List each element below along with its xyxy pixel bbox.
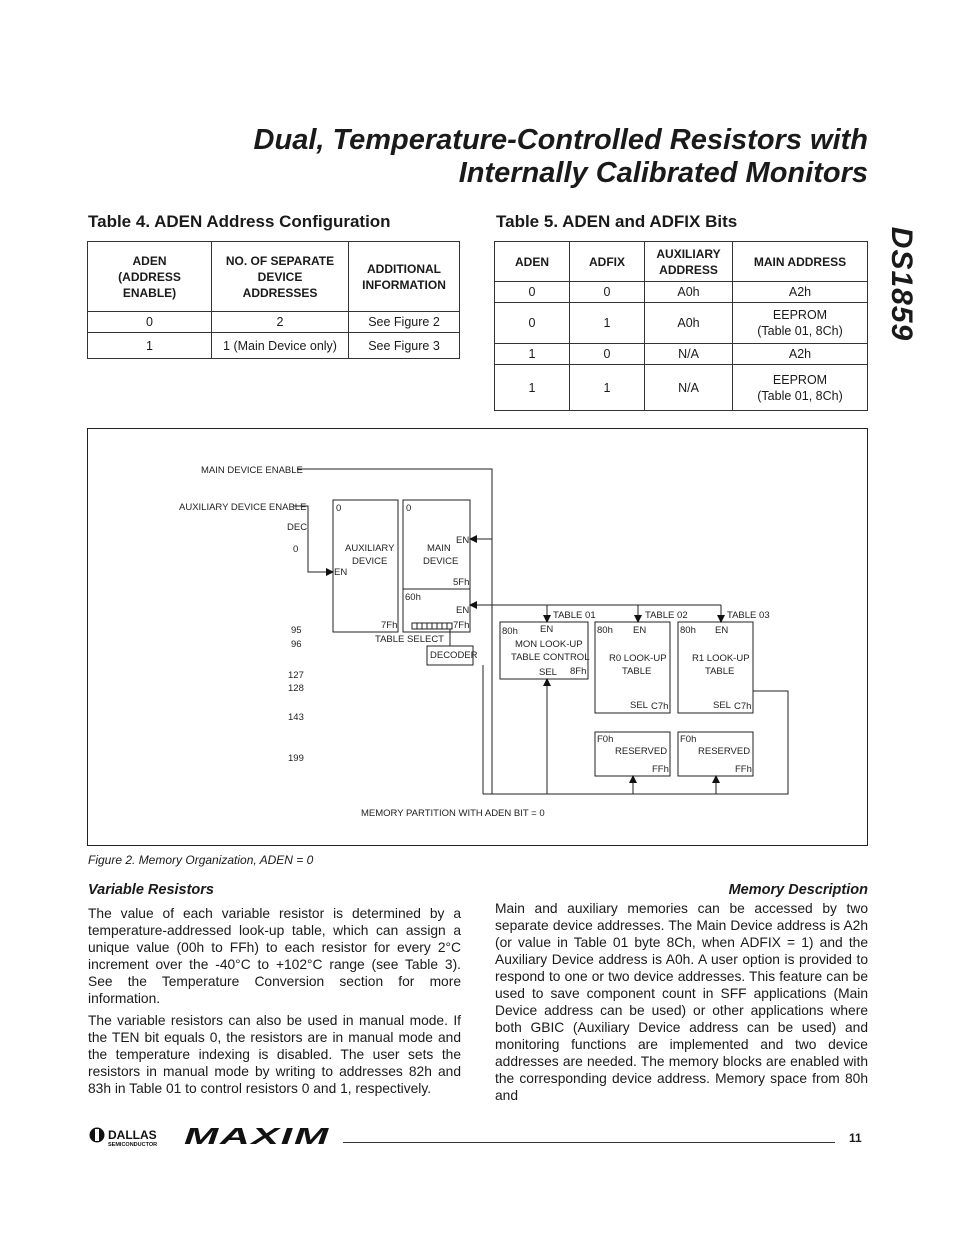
table5-header: MAIN ADDRESS: [733, 242, 868, 282]
aux-block-label: DEVICE: [352, 556, 388, 567]
dec-value: 95: [291, 625, 302, 636]
main-device-enable-label: MAIN DEVICE ENABLE: [201, 465, 303, 476]
dallas-logo-subtext: SEMICONDUCTOR: [108, 1142, 158, 1148]
aux-block-en: EN: [334, 567, 348, 578]
table4-cell: 2: [212, 312, 349, 333]
table5-cell: 1: [495, 365, 570, 411]
table5-caption: Table 5. ADEN and ADFIX Bits: [496, 212, 738, 231]
main-block-label: DEVICE: [423, 556, 459, 567]
table4-cell: 1: [88, 333, 212, 359]
table-select-label: TABLE SELECT: [375, 634, 444, 645]
dec-value: 199: [288, 753, 304, 764]
mon-block-sel: SEL: [539, 667, 557, 678]
table4-header: ADEN (ADDRESS ENABLE): [88, 242, 212, 312]
dec-label: DEC: [287, 522, 308, 533]
r0-block-label: R0 LOOK-UP: [609, 653, 667, 664]
page-title: [254, 124, 868, 190]
aux-device-enable-label: AUXILIARY DEVICE ENABLE: [179, 502, 307, 513]
r1-block-en: EN: [715, 625, 729, 636]
main-block-end2: 7Fh: [453, 620, 470, 631]
mon-block-label: TABLE CONTROL: [511, 652, 590, 663]
table5-cell: 0: [495, 303, 570, 344]
r0-block-label: TABLE: [622, 666, 652, 677]
figure-caption: Figure 2. Memory Organization, ADEN = 0: [88, 853, 314, 867]
r1-block-start: 80h: [680, 625, 696, 636]
table5-cell: N/A: [645, 344, 733, 365]
decoder-label: DECODER: [430, 650, 478, 661]
table5-cell: 1: [495, 344, 570, 365]
r1-block-label: R1 LOOK-UP: [692, 653, 750, 664]
table5-cell: EEPROM (Table 01, 8Ch): [733, 365, 868, 411]
r0-block-en: EN: [633, 625, 647, 636]
memory-diagram: [88, 429, 867, 845]
main-block-start: 0: [406, 503, 412, 514]
main-block-end: 5Fh: [453, 577, 470, 588]
reserved1-start: F0h: [597, 734, 614, 745]
table5-cell: A0h: [645, 303, 733, 344]
memory-partition-label: MEMORY PARTITION WITH ADEN BIT = 0: [361, 808, 545, 819]
main-block-label: MAIN: [427, 543, 451, 554]
reserved2-label: RESERVED: [698, 746, 751, 757]
variable-resistors-paragraph-2: The variable resistors can also be used in manual mode. If the TEN bit equals 0, the resistors are in manual mode and the temperature indexing is disabled. The user sets the resistors in manual mode by writing to addresses 82h and 83h in Table 01 to control resistors 0 and 1, respectively.: [88, 1013, 461, 1096]
variable-resistors-paragraph-1: The value of each variable resistor is determined by a temperature-addressed look-up table, which can assign a unique value (00h to FFh) to each resistor for every 2°C increment over the -40°C to +102°C range (see Table 3). See the Temperature Conversion section for more information.: [88, 906, 461, 1006]
main-block-mid: 60h: [405, 592, 421, 603]
dallas-logo-text: DALLAS: [108, 1128, 157, 1142]
r1-block-sel: SEL: [713, 700, 731, 711]
memory-description-paragraph: Main and auxiliary memories can be accessed by two separate device addresses. The Main Device address is A2h (or value in Table 01 byte 8Ch, when ADFIX = 1) and the Auxiliary Device address is A0h. A user option is provided to respond to one or two device addresses. This feature can be used to save component count in SFF applications (Main Device address can be used) or other applications where both GBIC (Auxiliary Device address can be used) and monitoring functions are implemented and two device addresses are needed. The memory blocks are enabled with the corresponding device address. Memory space from 80h and: [495, 901, 868, 1103]
table4-header: ADDITIONAL INFORMATION: [349, 242, 460, 312]
maxim-logo: [184, 1125, 332, 1147]
r1-block-end: C7h: [734, 701, 752, 712]
variable-resistors-heading: Variable Resistors: [88, 882, 214, 898]
reserved2-start: F0h: [680, 734, 697, 745]
memory-description-heading: Memory Description: [728, 882, 868, 898]
dallas-semiconductor-logo: [89, 1125, 177, 1149]
part-number-side-label: [876, 214, 926, 354]
table5-cell: N/A: [645, 365, 733, 411]
table5-cell: A2h: [733, 282, 868, 303]
table5-cell: 1: [570, 303, 645, 344]
mon-block-start: 80h: [502, 626, 518, 637]
mon-block-end: 8Fh: [570, 666, 587, 677]
part-number: DS1859: [885, 226, 918, 342]
main-block-en2: EN: [456, 605, 470, 616]
table5-header: ADEN: [495, 242, 570, 282]
dec-value: 96: [291, 639, 302, 650]
r0-block-start: 80h: [597, 625, 613, 636]
reserved1-label: RESERVED: [615, 746, 668, 757]
table4-cell: See Figure 3: [349, 333, 460, 359]
table02-label: TABLE 02: [645, 610, 688, 621]
table5-header: AUXILIARY ADDRESS: [645, 242, 733, 282]
aux-block-start: 0: [336, 503, 342, 514]
table4: [87, 241, 460, 359]
reserved1-end: FFh: [652, 764, 669, 775]
page-number: 11: [849, 1131, 862, 1145]
memory-organization-figure: [87, 428, 868, 846]
table4-header: NO. OF SEPARATE DEVICE ADDRESSES: [212, 242, 349, 312]
table4-cell: See Figure 2: [349, 312, 460, 333]
aux-block-end: 7Fh: [381, 620, 398, 631]
table4-caption: Table 4. ADEN Address Configuration: [88, 212, 391, 231]
table03-label: TABLE 03: [727, 610, 770, 621]
table5-cell: EEPROM (Table 01, 8Ch): [733, 303, 868, 344]
mon-block-en: EN: [540, 624, 554, 635]
table5: [494, 241, 868, 411]
footer-rule: [343, 1142, 835, 1143]
table5-cell: 0: [495, 282, 570, 303]
table4-cell: 1 (Main Device only): [212, 333, 349, 359]
title-line-1: Dual, Temperature-Controlled Resistors with: [253, 124, 868, 156]
dec-value: 127: [288, 670, 304, 681]
r1-block-label: TABLE: [705, 666, 735, 677]
mon-block-label: MON LOOK-UP: [515, 639, 583, 650]
table5-cell: 0: [570, 282, 645, 303]
maxim-logo-text: MAXIM: [184, 1125, 330, 1147]
table01-label: TABLE 01: [553, 610, 596, 621]
dec-value: 143: [288, 712, 304, 723]
table5-cell: 0: [570, 344, 645, 365]
r0-block-end: C7h: [651, 701, 669, 712]
table5-cell: A2h: [733, 344, 868, 365]
aux-block-label: AUXILIARY: [345, 543, 395, 554]
dec-value: 128: [288, 683, 304, 694]
title-line-2: Internally Calibrated Monitors: [458, 157, 868, 189]
reserved2-end: FFh: [735, 764, 752, 775]
dec-value: 0: [293, 544, 299, 555]
main-block-en: EN: [456, 535, 470, 546]
table4-cell: 0: [88, 312, 212, 333]
table5-header: ADFIX: [570, 242, 645, 282]
table5-cell: A0h: [645, 282, 733, 303]
table5-cell: 1: [570, 365, 645, 411]
r0-block-sel: SEL: [630, 700, 648, 711]
